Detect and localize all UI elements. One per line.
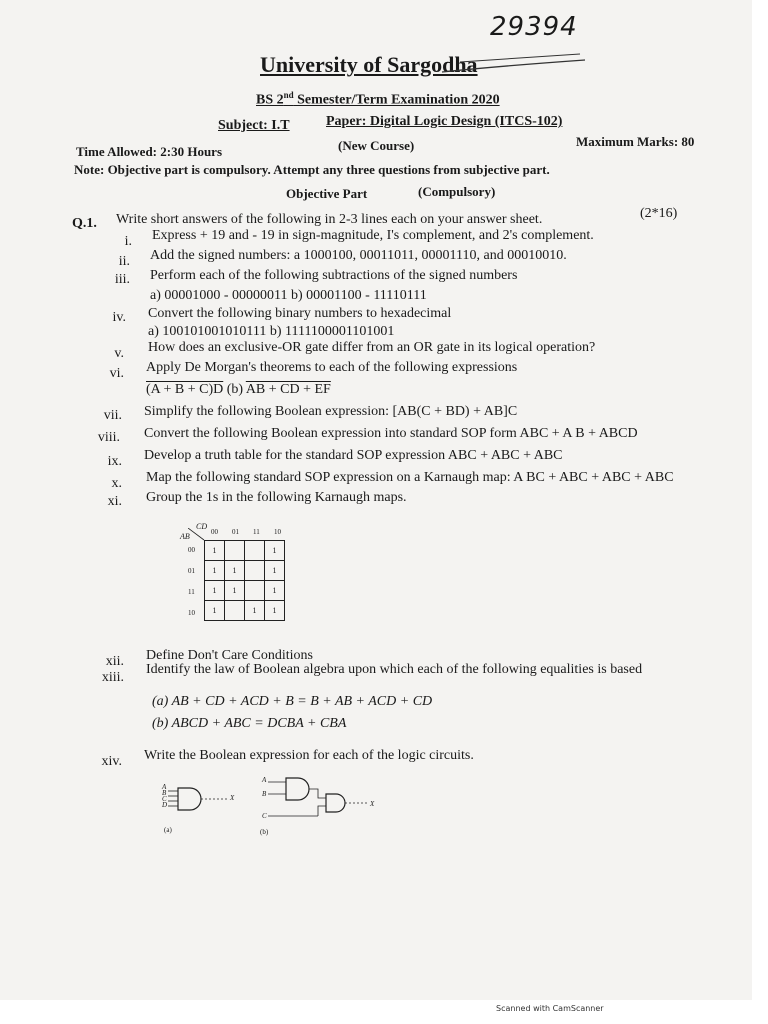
kmap-row-header: 11 [188,588,195,596]
item-vii: Simplify the following Boolean expression: [AB(C + BD) + AB]C [144,404,518,419]
circuit-b-input-a: A [262,776,267,784]
item-number: x. [111,476,122,491]
item-number: ii. [118,254,130,269]
item-viii: Convert the following Boolean expression into standard SOP form ABC + A B + ABCD [144,426,638,441]
circuit-input-label: D [162,801,168,809]
circuit-input-label: B [162,789,167,797]
kmap-cell [245,541,265,561]
item-iv-sub: a) 100101001010111 b) 1111100001101001 [148,324,395,339]
item-ix: Develop a truth table for the standard SOP expression ABC + ABC + ABC [144,448,563,463]
circuit-b-output: X [370,800,375,808]
circuit-a [160,782,240,842]
item-number: iii. [114,272,130,287]
circuit-b-input-b: B [262,790,267,798]
item-vi: Apply De Morgan's theorems to each of the following expressions [146,360,518,375]
item-vi-expressions [146,382,331,398]
item-xiii: Identify the law of Boolean algebra upon which each of the following equalities is based [146,662,643,677]
exam-title [256,90,500,109]
kmap-row [205,541,285,561]
and-gate-icon [268,776,378,826]
circuit-input-label: A [162,783,167,791]
kmap-row-header: 00 [188,546,195,554]
kmap-row [205,561,285,581]
kmap-corner-top: CD [196,522,208,531]
item-x: Map the following standard SOP expression on a Karnaugh map: A BC + ABC + ABC + ABC [146,470,674,485]
item-xiii-a: (a) AB + CD + ACD + B = B + AB + ACD + CD [152,694,433,709]
note: Note: Objective part is compulsory. Attempt any three questions from subjective part. [74,162,550,177]
kmap-col-header: 11 [253,528,260,536]
expr-a: (A + B + C)D [146,382,224,397]
item-i: Express + 19 and - 19 in sign-magnitude, I's complement, and 2's complement. [152,228,594,243]
question-marks: (2*16) [640,206,678,221]
kmap-col-header: 10 [274,528,281,536]
expr-b-label: (b) [226,382,244,397]
kmap-cell [245,581,265,601]
kmap-cell: 1 [225,561,245,581]
kmap-corner-left: AB [180,532,190,541]
item-number: viii. [97,430,120,445]
kmap-row [205,581,285,601]
expr-b: AB + CD + EF [245,382,331,397]
kmap-cell: 1 [225,581,245,601]
question-number: Q.1. [72,216,97,231]
item-number: ix. [107,454,122,469]
and-gate-icon [168,786,238,812]
circuit-a-label: (a) [164,826,172,834]
course-type: (New Course) [338,138,415,153]
item-v: How does an exclusive-OR gate differ from an OR gate in its logical operation? [148,340,596,355]
circuit-a-inputs [162,784,167,808]
subject: Subject: I.T [218,118,290,133]
kmap-col-header: 00 [211,528,218,536]
kmap-row-header: 10 [188,609,195,617]
item-ii: Add the signed numbers: a 1000100, 00011011, 00001110, and 00010010. [150,248,567,263]
exam-title-text: BS 2 [256,92,284,108]
kmap-cell: 1 [265,541,285,561]
item-number: xii. [105,654,124,669]
kmap-cell [245,561,265,581]
kmap-cell: 1 [205,601,225,621]
kmap-cell [225,601,245,621]
item-number: v. [114,346,124,361]
item-xi: Group the 1s in the following Karnaugh maps. [146,490,407,505]
kmap-row [205,601,285,621]
question-text: Write short answers of the following in 2-3 lines each on your answer sheet. [116,212,543,227]
circuit-input-label: C [162,795,167,803]
circuit-b-input-c: C [262,812,267,820]
item-xiii-b: (b) ABCD + ABC = DCBA + CBA [152,716,347,731]
section-title: Objective Part [286,186,368,201]
time-allowed: Time Allowed: 2:30 Hours [76,144,223,159]
kmap-col-header: 01 [232,528,239,536]
circuit-a-output: X [230,794,235,802]
item-number: xi. [107,494,122,509]
kmap-cell: 1 [265,601,285,621]
karnaugh-map [204,540,285,621]
exam-title-rest: Semester/Term Examination 2020 [293,92,500,108]
paper-code: Paper: Digital Logic Design (ITCS-102) [326,114,563,129]
kmap-cell: 1 [205,541,225,561]
circuit-b-label: (b) [260,828,269,836]
section-note: (Compulsory) [418,184,496,199]
item-number: xiv. [101,754,122,769]
kmap-row-header: 01 [188,567,195,575]
item-number: vii. [103,408,122,423]
maximum-marks: Maximum Marks: 80 [576,134,695,149]
item-iv: Convert the following binary numbers to hexadecimal [148,306,452,321]
university-title: University of Sargodha [260,52,478,77]
item-xiv: Write the Boolean expression for each of the logic circuits. [144,748,474,763]
kmap-cell: 1 [205,581,225,601]
exam-title-sup: nd [283,90,294,100]
circuit-b [258,774,378,838]
kmap-cell: 1 [265,561,285,581]
kmap-cell: 1 [245,601,265,621]
item-iii-sub: a) 00001000 - 00000011 b) 00001100 - 11110111 [150,288,427,303]
roll-number: 29394 [490,12,578,42]
item-number: xiii. [101,670,124,685]
item-iii: Perform each of the following subtractions of the signed numbers [150,268,518,283]
item-number: vi. [109,366,124,381]
kmap-cell: 1 [265,581,285,601]
kmap-cell: 1 [205,561,225,581]
item-number: i. [124,234,132,249]
kmap-cell [225,541,245,561]
scanner-watermark: Scanned with CamScanner [496,1004,604,1013]
item-number: iv. [112,310,126,325]
item-xii: Define Don't Care Conditions [146,648,313,663]
scribble-underline [440,48,590,78]
